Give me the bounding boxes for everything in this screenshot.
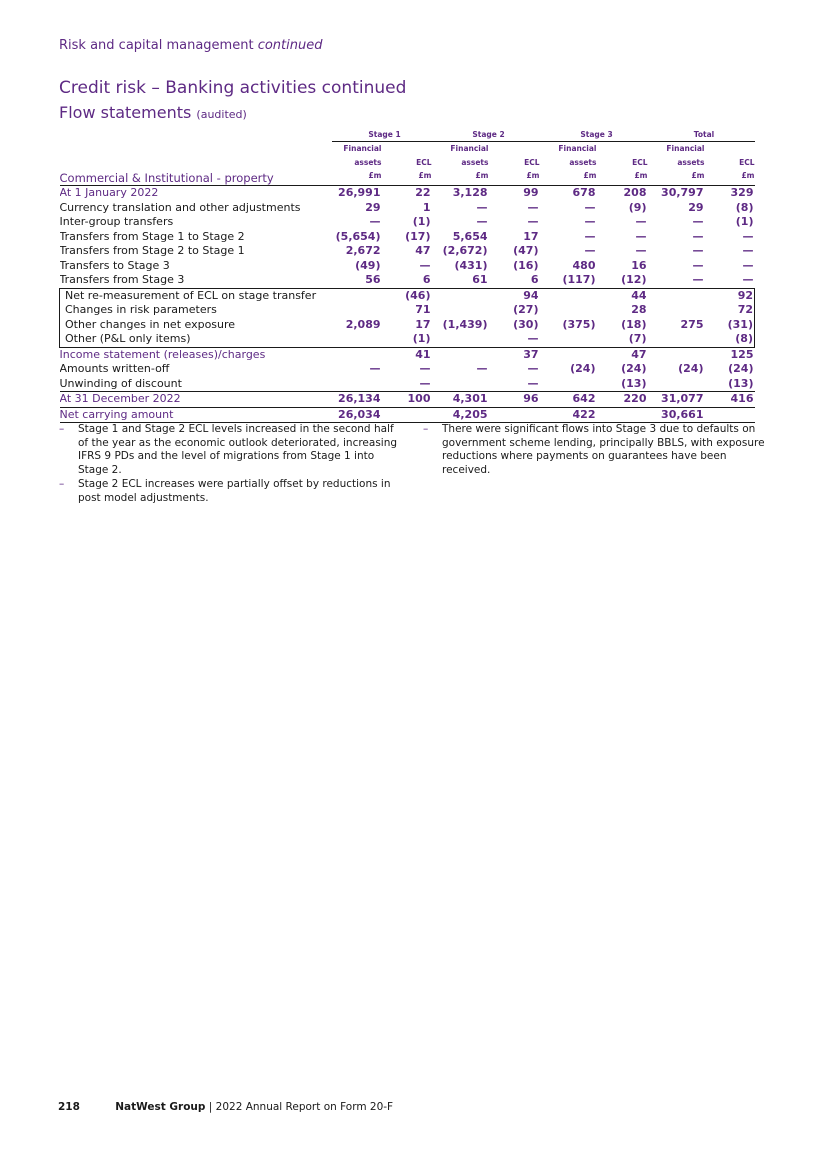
table-cell <box>332 332 382 347</box>
column-header <box>489 142 540 157</box>
table-row <box>60 362 755 377</box>
row-label: Transfers from Stage 2 to Stage 1 <box>59 244 245 258</box>
table-cell: (13) <box>597 377 648 392</box>
table-cell: — <box>369 362 381 376</box>
table-cell: 17 <box>523 229 539 243</box>
note-item <box>423 423 768 477</box>
company-name: NatWest Group <box>115 1101 206 1113</box>
table-cell: — <box>584 244 596 258</box>
page-number: 218 <box>58 1101 80 1113</box>
table-cell: 44 <box>597 288 648 303</box>
note-text: Stage 2 ECL increases were partially offset by reductions in post model adjustments. <box>78 478 391 504</box>
row-label: Income statement (releases)/charges <box>59 347 266 361</box>
note-item <box>59 478 404 505</box>
table-cell <box>489 407 540 423</box>
table-cell <box>648 377 705 392</box>
row-label: Net re-measurement of ECL on stage transfer <box>60 288 332 303</box>
table-cell: — <box>527 362 539 376</box>
column-header: £m <box>583 171 597 181</box>
table-cell <box>540 332 597 347</box>
table-cell <box>382 407 432 423</box>
stage-group-header: Stage 1 <box>332 127 432 142</box>
table-cell: 5,654 <box>452 229 488 243</box>
column-header: ECL <box>632 158 648 168</box>
table-cell: — <box>692 244 704 258</box>
table-row <box>60 332 755 347</box>
table-cell: 329 <box>705 186 755 201</box>
table-cell: 56 <box>365 273 381 287</box>
table-row <box>60 288 755 303</box>
column-header: assets <box>354 158 382 168</box>
table-row <box>60 244 755 259</box>
table-cell <box>540 303 597 318</box>
table-cell: (2,672) <box>442 244 488 258</box>
table-cell: 678 <box>540 186 597 201</box>
stage-group-header: Stage 2 <box>432 127 540 142</box>
table-cell: (47) <box>513 244 539 258</box>
table-cell: (375) <box>562 317 596 331</box>
table-row <box>60 347 755 362</box>
table-cell: 125 <box>730 347 754 361</box>
table-cell: 275 <box>680 317 704 331</box>
column-header: £m <box>475 171 489 181</box>
column-header: £m <box>691 171 705 181</box>
table-cell: (24) <box>570 362 596 376</box>
table-cell: 416 <box>705 392 755 408</box>
table-cell <box>648 303 705 318</box>
table-cell: — <box>527 200 539 214</box>
table-cell <box>432 332 489 347</box>
table-cell: 642 <box>540 392 597 408</box>
table-row <box>60 215 755 230</box>
table-cell: 96 <box>489 392 540 408</box>
row-label: Other changes in net exposure <box>60 318 332 333</box>
table-cell: 94 <box>489 288 540 303</box>
row-label: Currency translation and other adjustments <box>59 200 301 214</box>
table-cell: 26,991 <box>332 186 382 201</box>
bullet-dash: – <box>59 478 65 491</box>
table-cell: 29 <box>365 200 381 214</box>
page-footer <box>58 1101 393 1113</box>
table-cell <box>648 332 705 347</box>
row-label: Transfers from Stage 3 <box>59 273 185 287</box>
table-cell: (9) <box>628 200 647 214</box>
note-text: Stage 1 and Stage 2 ECL levels increased in the second half of the year as the economic outlook deteriorated, increasing IFRS 9 PDs and the level of migrations from Stage 1 into Stage 2. <box>78 423 398 476</box>
table-cell <box>540 377 597 392</box>
column-header: assets <box>461 158 489 168</box>
table-cell: — <box>692 258 704 272</box>
column-header: ECL <box>416 158 432 168</box>
table-cell <box>432 347 489 362</box>
table-cell: 61 <box>472 273 488 287</box>
flow-statement-table <box>59 127 755 423</box>
table-cell <box>648 347 705 362</box>
table-cell <box>432 288 489 303</box>
column-header: Financial <box>450 144 489 153</box>
table-cell: (7) <box>597 332 648 347</box>
table-row <box>60 230 755 245</box>
table-cell: (8) <box>735 200 754 214</box>
table-cell <box>432 377 489 392</box>
group-header-row <box>60 127 755 142</box>
table-row <box>60 407 755 423</box>
table-cell: (49) <box>355 258 381 272</box>
table-cell: 2,672 <box>345 244 381 258</box>
table-header-label: Commercial & Institutional - property <box>59 171 274 185</box>
column-header: Financial <box>666 144 705 153</box>
table-cell: 422 <box>540 407 597 423</box>
row-label: Changes in risk parameters <box>60 303 332 318</box>
table-row <box>60 303 755 318</box>
section-label: Risk and capital management continued <box>59 38 323 53</box>
table-cell: 4,301 <box>432 392 489 408</box>
page-subheading: Flow statements (audited) <box>59 103 247 122</box>
table-cell: 26,034 <box>332 407 382 423</box>
column-header-row <box>60 171 755 186</box>
table-cell: 100 <box>382 392 432 408</box>
table-cell: — <box>584 229 596 243</box>
table-cell: 6 <box>422 273 431 287</box>
column-header <box>382 142 432 157</box>
table-cell: (46) <box>382 288 432 303</box>
row-label: Amounts written-off <box>59 362 170 376</box>
table-cell: (8) <box>705 332 755 347</box>
table-cell: (16) <box>513 258 539 272</box>
table-cell: 37 <box>523 347 539 361</box>
table-cell: (18) <box>621 317 647 331</box>
table-cell: 30,661 <box>648 407 705 423</box>
table-cell: — <box>742 258 754 272</box>
table-cell: (1) <box>735 215 754 229</box>
notes-left <box>59 423 404 507</box>
table-cell: (12) <box>621 273 647 287</box>
table-cell: — <box>382 377 432 392</box>
row-label: Net carrying amount <box>60 407 332 423</box>
table-cell: 71 <box>415 303 431 317</box>
table-cell: 99 <box>489 186 540 201</box>
table-cell <box>332 377 382 392</box>
table-row <box>60 259 755 274</box>
table-cell: — <box>369 215 381 229</box>
table-row <box>60 201 755 216</box>
table-cell: (17) <box>405 229 431 243</box>
row-label: Other (P&L only items) <box>60 332 332 347</box>
table-cell: (24) <box>621 362 647 376</box>
table-cell <box>332 347 382 362</box>
column-header: £m <box>418 171 432 181</box>
stage-group-header: Total <box>648 127 755 142</box>
table-cell: (24) <box>728 362 754 376</box>
table-cell: (431) <box>454 258 488 272</box>
table-cell: (1,439) <box>442 317 488 331</box>
table-cell: 47 <box>631 347 647 361</box>
table-cell: — <box>635 215 647 229</box>
table-cell: 47 <box>415 244 431 258</box>
note-item <box>59 423 404 477</box>
table-cell: (117) <box>562 273 596 287</box>
table-cell: — <box>742 229 754 243</box>
table-cell: (13) <box>705 377 755 392</box>
table-cell: 41 <box>415 347 431 361</box>
note-text: There were significant flows into Stage 3 due to defaults on government scheme lending, principally BBLS, with exposure reductions where payments on guarantees have been received. <box>442 423 765 476</box>
table-cell <box>540 347 597 362</box>
table-cell: (31) <box>705 318 755 333</box>
table-cell <box>705 407 755 423</box>
row-label: At 31 December 2022 <box>60 392 332 408</box>
table-cell: (1) <box>412 215 431 229</box>
table-cell: — <box>635 229 647 243</box>
column-header: £m <box>634 171 648 181</box>
table-cell: — <box>692 273 704 287</box>
subheading-note: (audited) <box>196 108 247 121</box>
table-cell: — <box>419 362 431 376</box>
bullet-dash: – <box>59 423 65 435</box>
table-cell <box>332 303 382 318</box>
table-cell: 4,205 <box>432 407 489 423</box>
table-cell: (24) <box>678 362 704 376</box>
column-header: £m <box>368 171 382 181</box>
table-cell: 31,077 <box>648 392 705 408</box>
column-header <box>597 142 648 157</box>
table-cell <box>432 303 489 318</box>
table-cell: 3,128 <box>432 186 489 201</box>
table-cell: 30,797 <box>648 186 705 201</box>
table-cell <box>648 288 705 303</box>
column-header: Financial <box>558 144 597 153</box>
table-cell <box>332 288 382 303</box>
column-header: £m <box>741 171 755 181</box>
column-header: £m <box>526 171 540 181</box>
column-header: ECL <box>524 158 540 168</box>
table-row <box>60 377 755 392</box>
page-heading: Credit risk – Banking activities continued <box>59 78 407 98</box>
row-label: Transfers from Stage 1 to Stage 2 <box>59 229 245 243</box>
table-cell: — <box>584 215 596 229</box>
table-row <box>60 392 755 408</box>
table-cell: — <box>489 377 540 392</box>
column-header: ECL <box>739 158 755 168</box>
table-cell: — <box>527 215 539 229</box>
table-cell: — <box>742 244 754 258</box>
row-label: At 1 January 2022 <box>60 186 332 201</box>
table-cell: (30) <box>513 317 539 331</box>
table-cell: 6 <box>530 273 539 287</box>
table-cell: — <box>742 273 754 287</box>
notes-right <box>423 423 768 478</box>
row-label: Transfers to Stage 3 <box>59 258 170 272</box>
stage-group-header: Stage 3 <box>540 127 648 142</box>
table-cell: 17 <box>415 317 431 331</box>
table-cell: — <box>476 200 488 214</box>
row-label: Inter-group transfers <box>59 215 174 229</box>
table-cell: — <box>476 215 488 229</box>
footer-separator: | <box>208 1101 213 1113</box>
table-cell: 26,134 <box>332 392 382 408</box>
column-header: assets <box>569 158 597 168</box>
table-cell: — <box>635 244 647 258</box>
column-header-row <box>60 156 755 171</box>
column-header-row <box>60 142 755 157</box>
table-cell: 29 <box>688 200 704 214</box>
row-label: Unwinding of discount <box>60 377 332 392</box>
column-header: assets <box>677 158 705 168</box>
table-cell: 28 <box>631 303 647 317</box>
table-cell: — <box>692 229 704 243</box>
table-cell: (27) <box>513 303 539 317</box>
table-cell: — <box>476 362 488 376</box>
table-cell: — <box>692 215 704 229</box>
report-title: 2022 Annual Report on Form 20-F <box>215 1101 394 1113</box>
section-label-suffix: continued <box>257 38 323 53</box>
table-cell: 2,089 <box>345 317 381 331</box>
table-cell: — <box>584 200 596 214</box>
table-cell: 92 <box>705 288 755 303</box>
table-cell: 22 <box>382 186 432 201</box>
table-row <box>60 318 755 333</box>
table-cell: 72 <box>705 303 755 318</box>
table-cell: (5,654) <box>335 229 381 243</box>
table-cell: (1) <box>382 332 432 347</box>
bullet-dash: – <box>423 423 429 435</box>
table-cell <box>540 288 597 303</box>
table-cell: 16 <box>631 258 647 272</box>
table-cell <box>597 407 648 423</box>
table-cell: 208 <box>597 186 648 201</box>
column-header <box>705 142 755 157</box>
column-header: Financial <box>343 144 382 153</box>
table-cell: 1 <box>422 200 431 214</box>
table-cell: — <box>489 332 540 347</box>
table-row <box>60 186 755 201</box>
table-cell: 220 <box>597 392 648 408</box>
table-cell: — <box>419 258 431 272</box>
table-cell: 480 <box>572 258 596 272</box>
table-row <box>60 273 755 288</box>
